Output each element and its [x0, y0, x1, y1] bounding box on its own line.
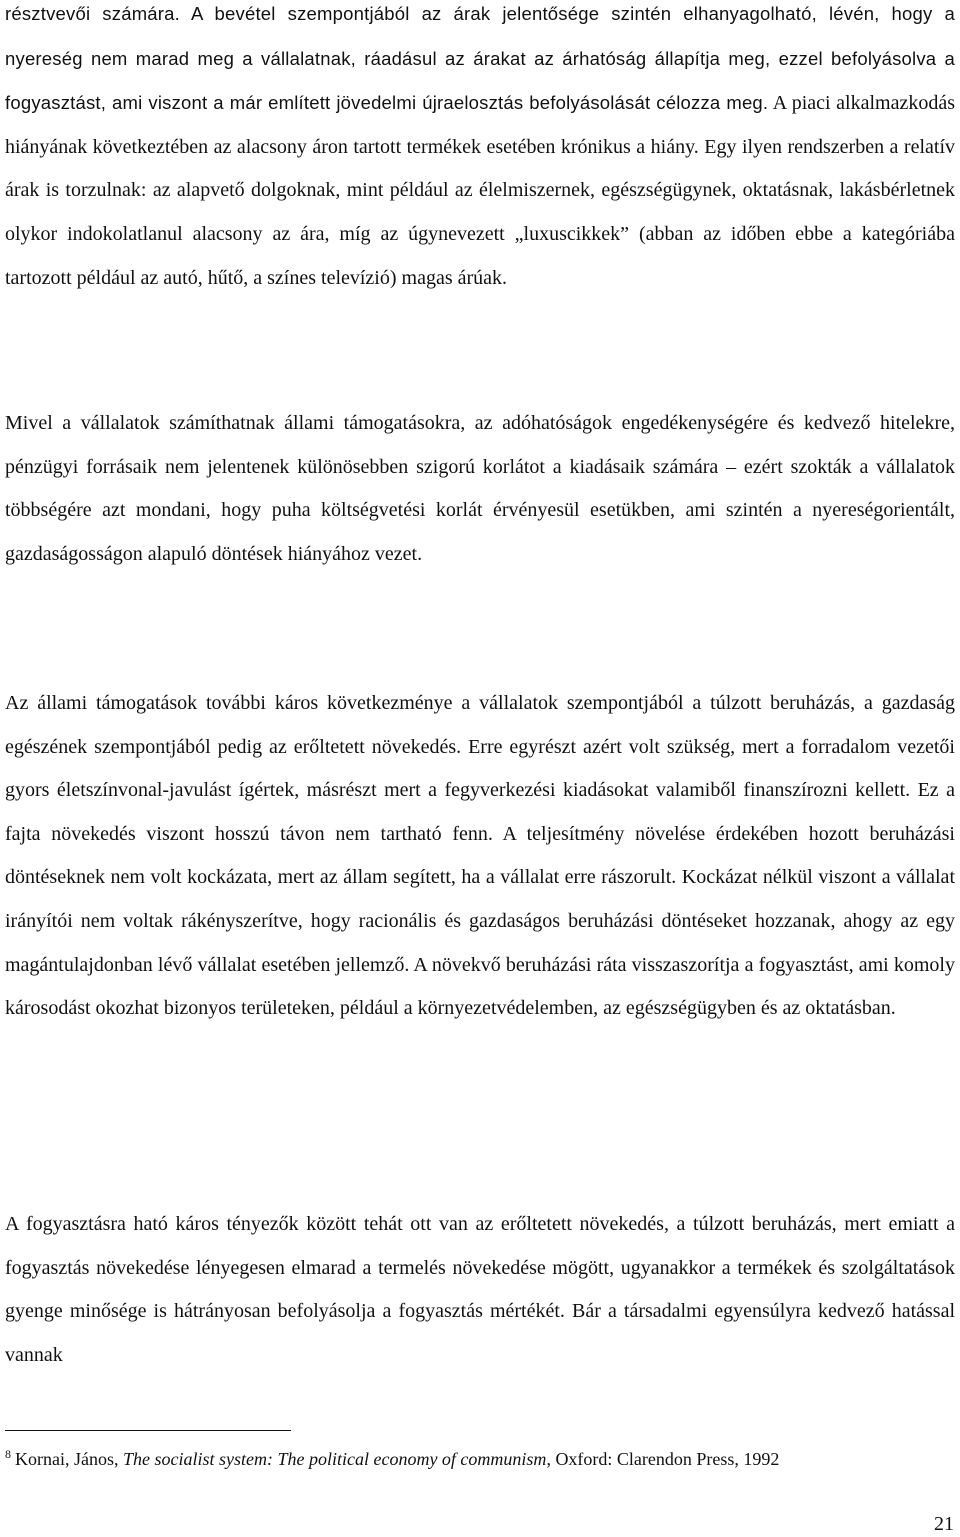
footnote-number: 8	[5, 1447, 11, 1461]
paragraph-1-part-b: A piaci alkalmazkodás hiányának következtében az alacsony áron tartott termékek esetében krónikus a hiány.	[5, 92, 955, 158]
paragraph-1-part-c: Egy ilyen rendszerben a relatív árak is torzulnak: az alapvető dolgoknak, mint például az élelmiszernek, egészségügynek, oktatásnak, lakásbérletnek olykor indokolatlanul alacsony az ára, míg az úgynevezett „luxuscikkek” (abban az időben ebbe a kategóriába tartozott például az autó, hűtő, a színes televízió) magas árúak.	[5, 135, 956, 289]
paragraph-4: A fogyasztásra ható káros tényezők között tehát ott van az erőltetett növekedés, a túlzott beruházás, mert emiatt a fogyasztás növekedése lényegesen elmarad a termelés növekedése mögött, ugyanakkor a termékek és szolgáltatások gyenge minősége is hátrányosan befolyásolja a fogyasztás mértékét. Bár a társadalmi egyensúlyra kedvező hatással vannak	[5, 1213, 955, 1366]
footnote-separator	[5, 1430, 291, 1431]
paragraph-3: Az állami támogatások további káros következménye a vállalatok szempontjából a túlzott beruházás, a gazdaság egészének szempontjából pedig az erőltetett növekedés. Erre egyrészt azért volt szükség, mert a forradalom vezetői gyors életszínvonal-javulást ígértek, másrészt mert a fegyverkezési kiadásokat valamiből finanszírozni kellett. Ez a fajta növekedés viszont hosszú távon nem tartható fenn. A teljesítmény növelése érdekében hozott beruházási döntéseknek nem volt kockázata, mert az állam segített, ha a vállalat erre rászorult. Kockázat nélkül viszont a vállalat irányítói nem voltak rákényszerítve, hogy racionális és gazdaságos beruházási döntéseket hozzanak, ahogy az egy magántulajdonban lévő vállalat esetében jellemző. A növekvő beruházási ráta visszaszorítja a fogyasztást, ami komoly károsodást okozhat bizonyos területeken, például a környezetvédelemben, az egészségügyben és az oktatásban.	[5, 692, 955, 1020]
paragraph-2: Mivel a vállalatok számíthatnak állami támogatásokra, az adóhatóságok engedékenységére és kedvező hitelekre, pénzügyi forrásaik nem jelentenek különösebben szigorú korlátot a kiadásaik számára – ezért szokták a vállalatok többségére azt mondani, hogy puha költségvetési korlát érvényesül esetükben, ami szintén a nyereségorientált, gazdaságosságon alapuló döntések hiányához vezet.	[5, 412, 955, 565]
footnote-title: The socialist system: The political economy of communism	[122, 1449, 547, 1469]
footnote	[5, 1442, 955, 1471]
paragraph-1-part-a: résztvevői számára. A bevétel szempontjából az árak jelentősége szintén elhanyagolható, lévén, hogy a nyereség nem marad meg a vállalatnak, ráadásul az árakat az árhatóság állapítja meg, ezzel befolyásolva a fogyasztást, ami viszont a már említett jövedelmi újraelosztás befolyásolását célozza meg.	[5, 3, 955, 114]
footnote-publisher: , Oxford: Clarendon Press, 1992	[546, 1449, 780, 1469]
paragraph-1	[5, 0, 955, 300]
footnote-author: Kornai, János,	[15, 1449, 123, 1469]
page-number: 21	[934, 1513, 954, 1535]
